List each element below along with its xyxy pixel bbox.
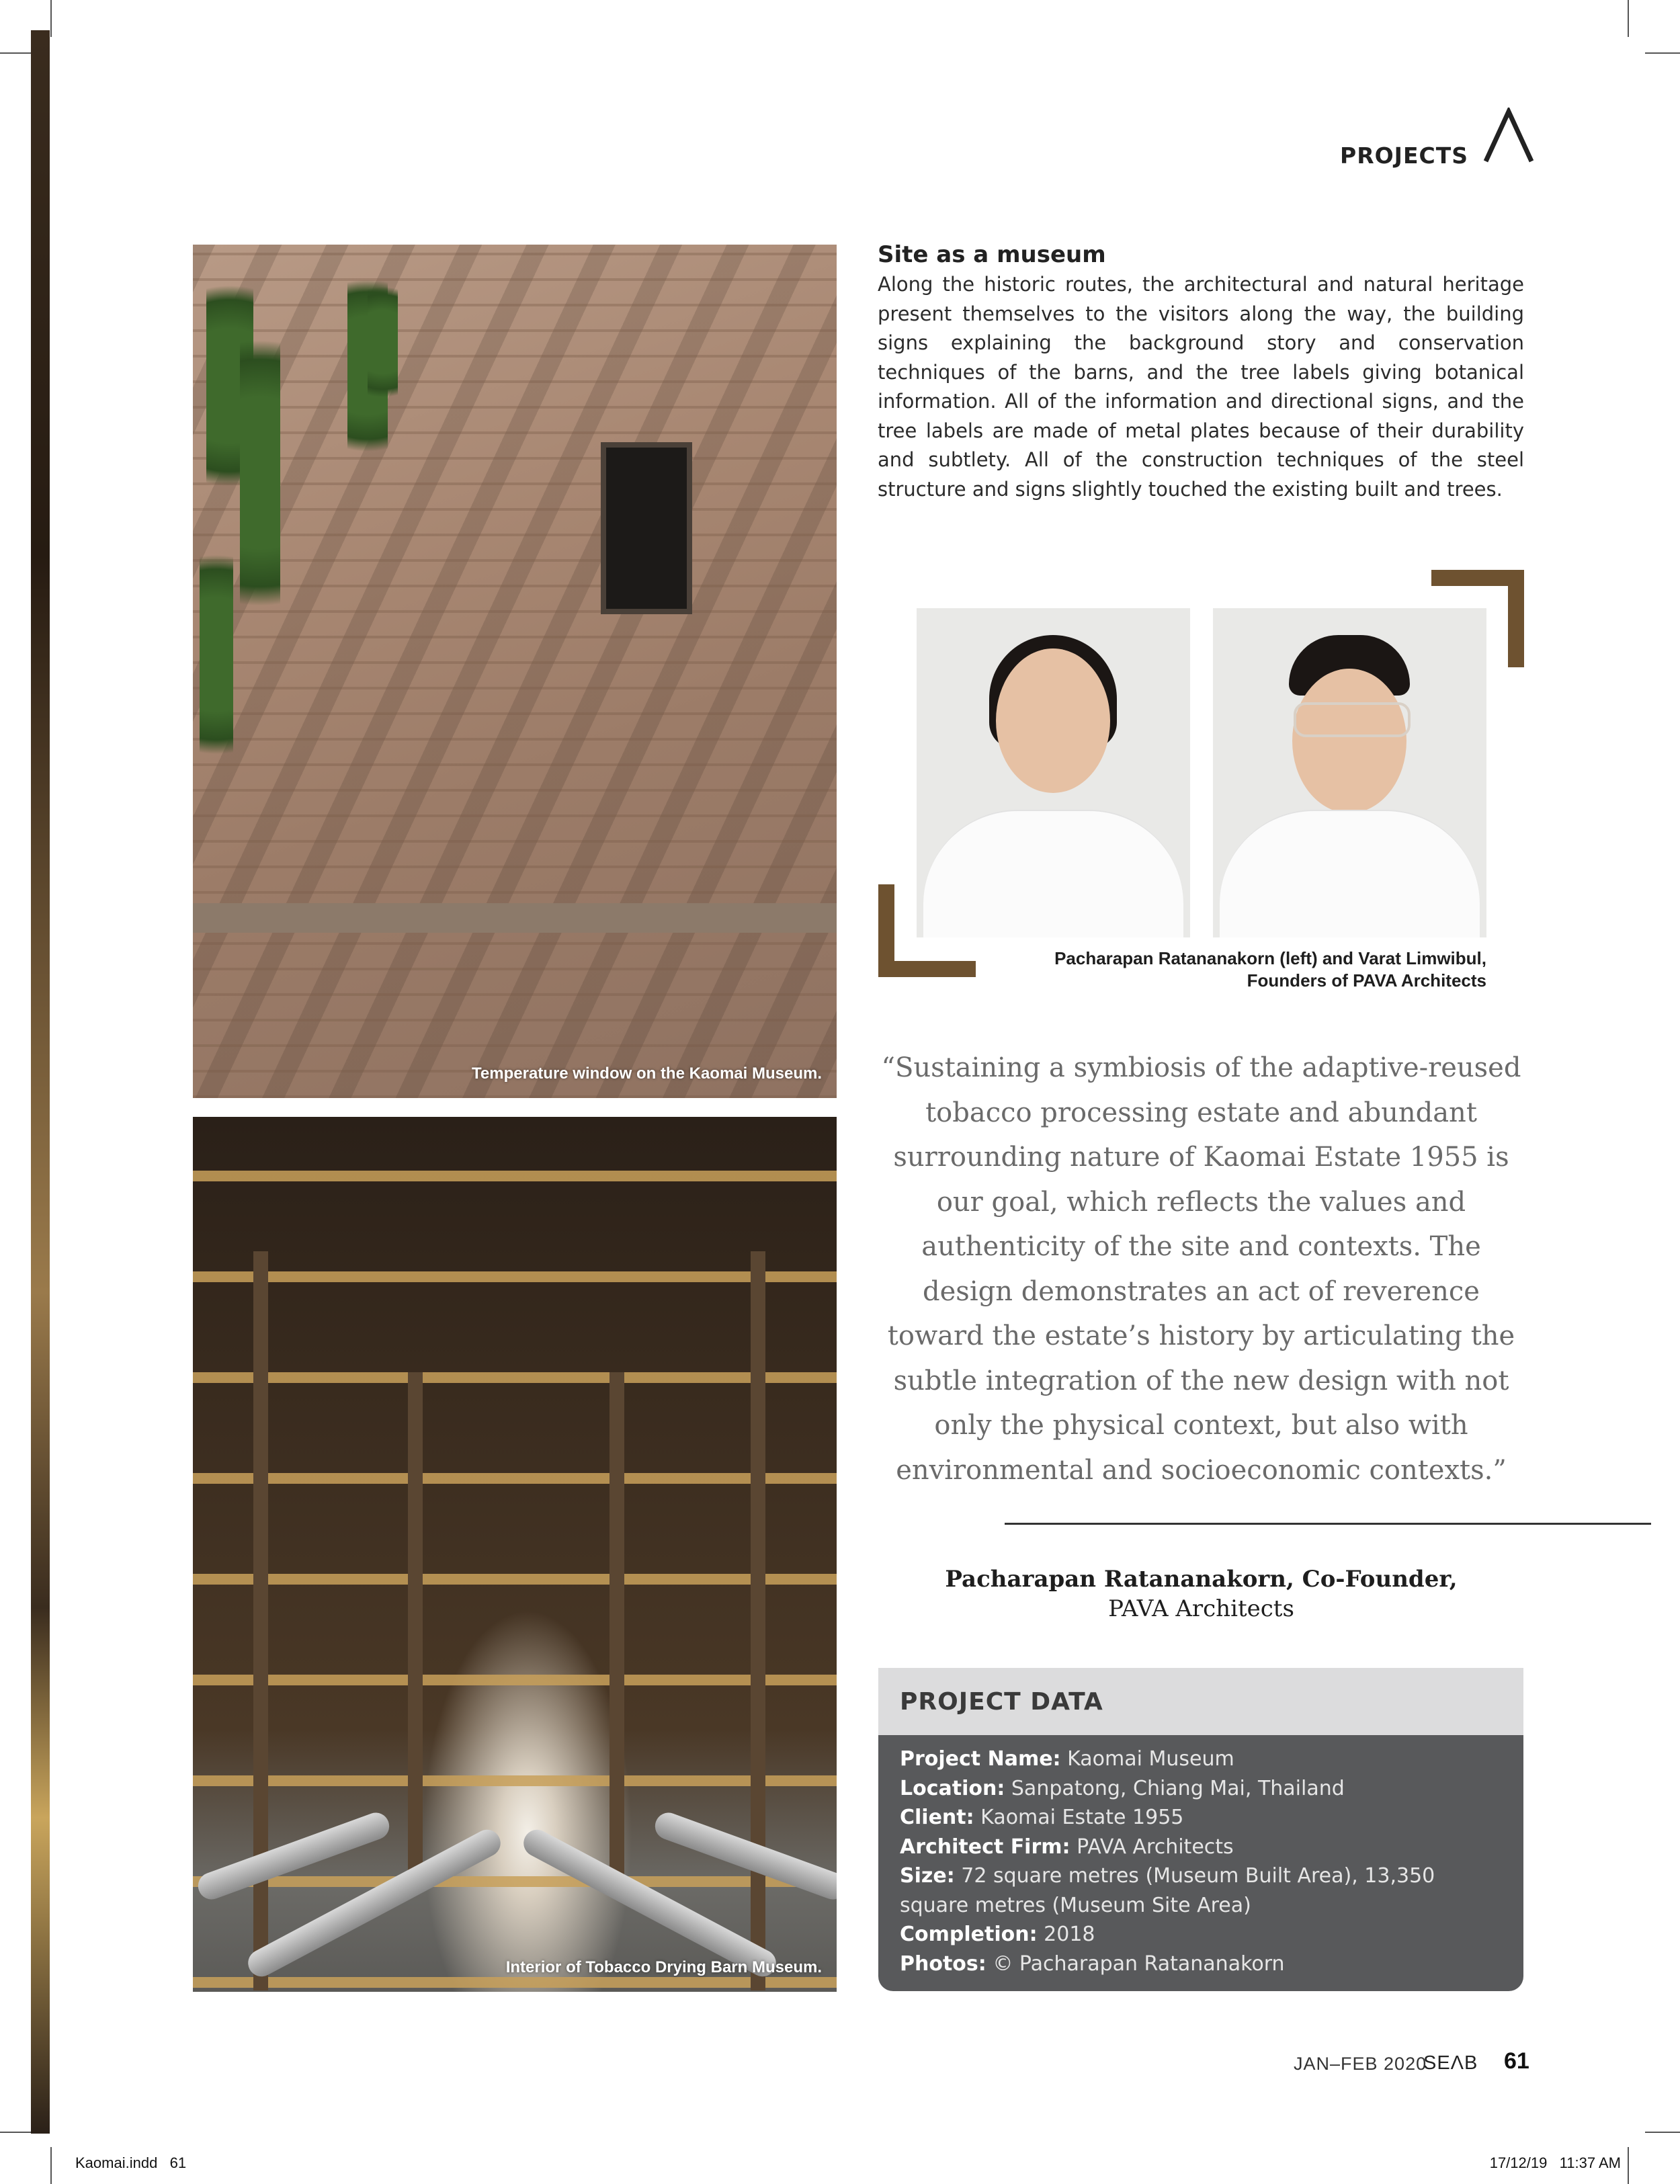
crop-mark [1645,2132,1680,2133]
project-data-row: Architect Firm: PAVA Architects [900,1835,1234,1859]
section-label: PROJECTS [1340,142,1468,169]
quote-author-org: PAVA Architects [1108,1595,1294,1622]
frame-corner-bottom-left [878,884,976,977]
temperature-window [601,442,692,614]
issue-date: JAN–FEB 2020 [1294,2054,1427,2074]
section-logo-icon [1482,108,1536,165]
quote-attribution [877,1564,1525,1624]
founders-caption-line1: Pacharapan Ratananakorn (left) and Varat Limwibul, [1054,948,1486,968]
spread-bleed-image [31,30,50,2134]
glasses [1294,702,1411,737]
slug-file: Kaomai.indd 61 [75,2154,187,2171]
pull-quote: “Sustaining a symbiosis of the adaptive-reused tobacco processing estate and abundant surrounding nature of Kaomai Estate 1955 is our goal, which reflects the values and authenticity of the site and contexts. The design demonstrates an act of reverence toward the estate’s history by articulating the subtle integration of the new design with not only the physical context, but also with environmental and socioeconomic contexts.” [881,1052,1521,1486]
photo-barn-interior [193,1117,837,1992]
photo-brick-wall [193,245,837,1098]
crop-mark [50,2147,52,2184]
founders-caption [1054,948,1486,992]
founders-caption-line2: Founders of PAVA Architects [1247,970,1486,991]
project-data-row: Completion: 2018 [900,1923,1095,1946]
magazine-brand: SEΛB [1423,2052,1478,2074]
project-data-heading: PROJECT DATA [878,1668,1523,1735]
quote-author-name: Pacharapan Ratananakorn, Co-Founder, [945,1566,1458,1593]
crop-mark [1645,52,1680,54]
photo-caption-bottom: Interior of Tobacco Drying Barn Museum. [505,1958,822,1976]
project-data-panel [878,1668,1523,1991]
quote-divider [1005,1523,1651,1525]
project-data-row: Size: 72 square metres (Museum Built Area), 13,350 square metres (Museum Site Area) [900,1864,1435,1917]
project-data-list [878,1735,1523,1991]
page-number: 61 [1504,2048,1529,2074]
project-data-row: Photos: © Pacharapan Ratananakorn [900,1951,1285,1976]
project-data-row: Location: Sanpatong, Chiang Mai, Thailand [900,1776,1345,1800]
article-body: Along the historic routes, the architectural and natural heritage present themselves to the visitors along the way, the building signs explaining the background story and conservation techniques of the barns, and the tree labels giving botanical information. All of the information and directional signs, and the tree labels are made of metal plates because of their durability and subtlety. All of the construction techniques of the steel structure and signs slightly touched the existing built and trees. [878,273,1524,501]
portrait-varat [1213,608,1486,937]
article-heading: Site as a museum [878,241,1106,268]
project-data-row: Client: Kaomai Estate 1955 [900,1806,1184,1829]
project-data-row: Project Name: Kaomai Museum [900,1747,1234,1771]
photo-caption-top: Temperature window on the Kaomai Museum. [472,1064,822,1083]
crop-mark [50,0,52,37]
crop-mark [1628,0,1629,37]
wall-ledge [193,903,837,933]
crop-mark [1628,2147,1629,2184]
slug-date: 17/12/19 11:37 AM [1489,2154,1621,2171]
